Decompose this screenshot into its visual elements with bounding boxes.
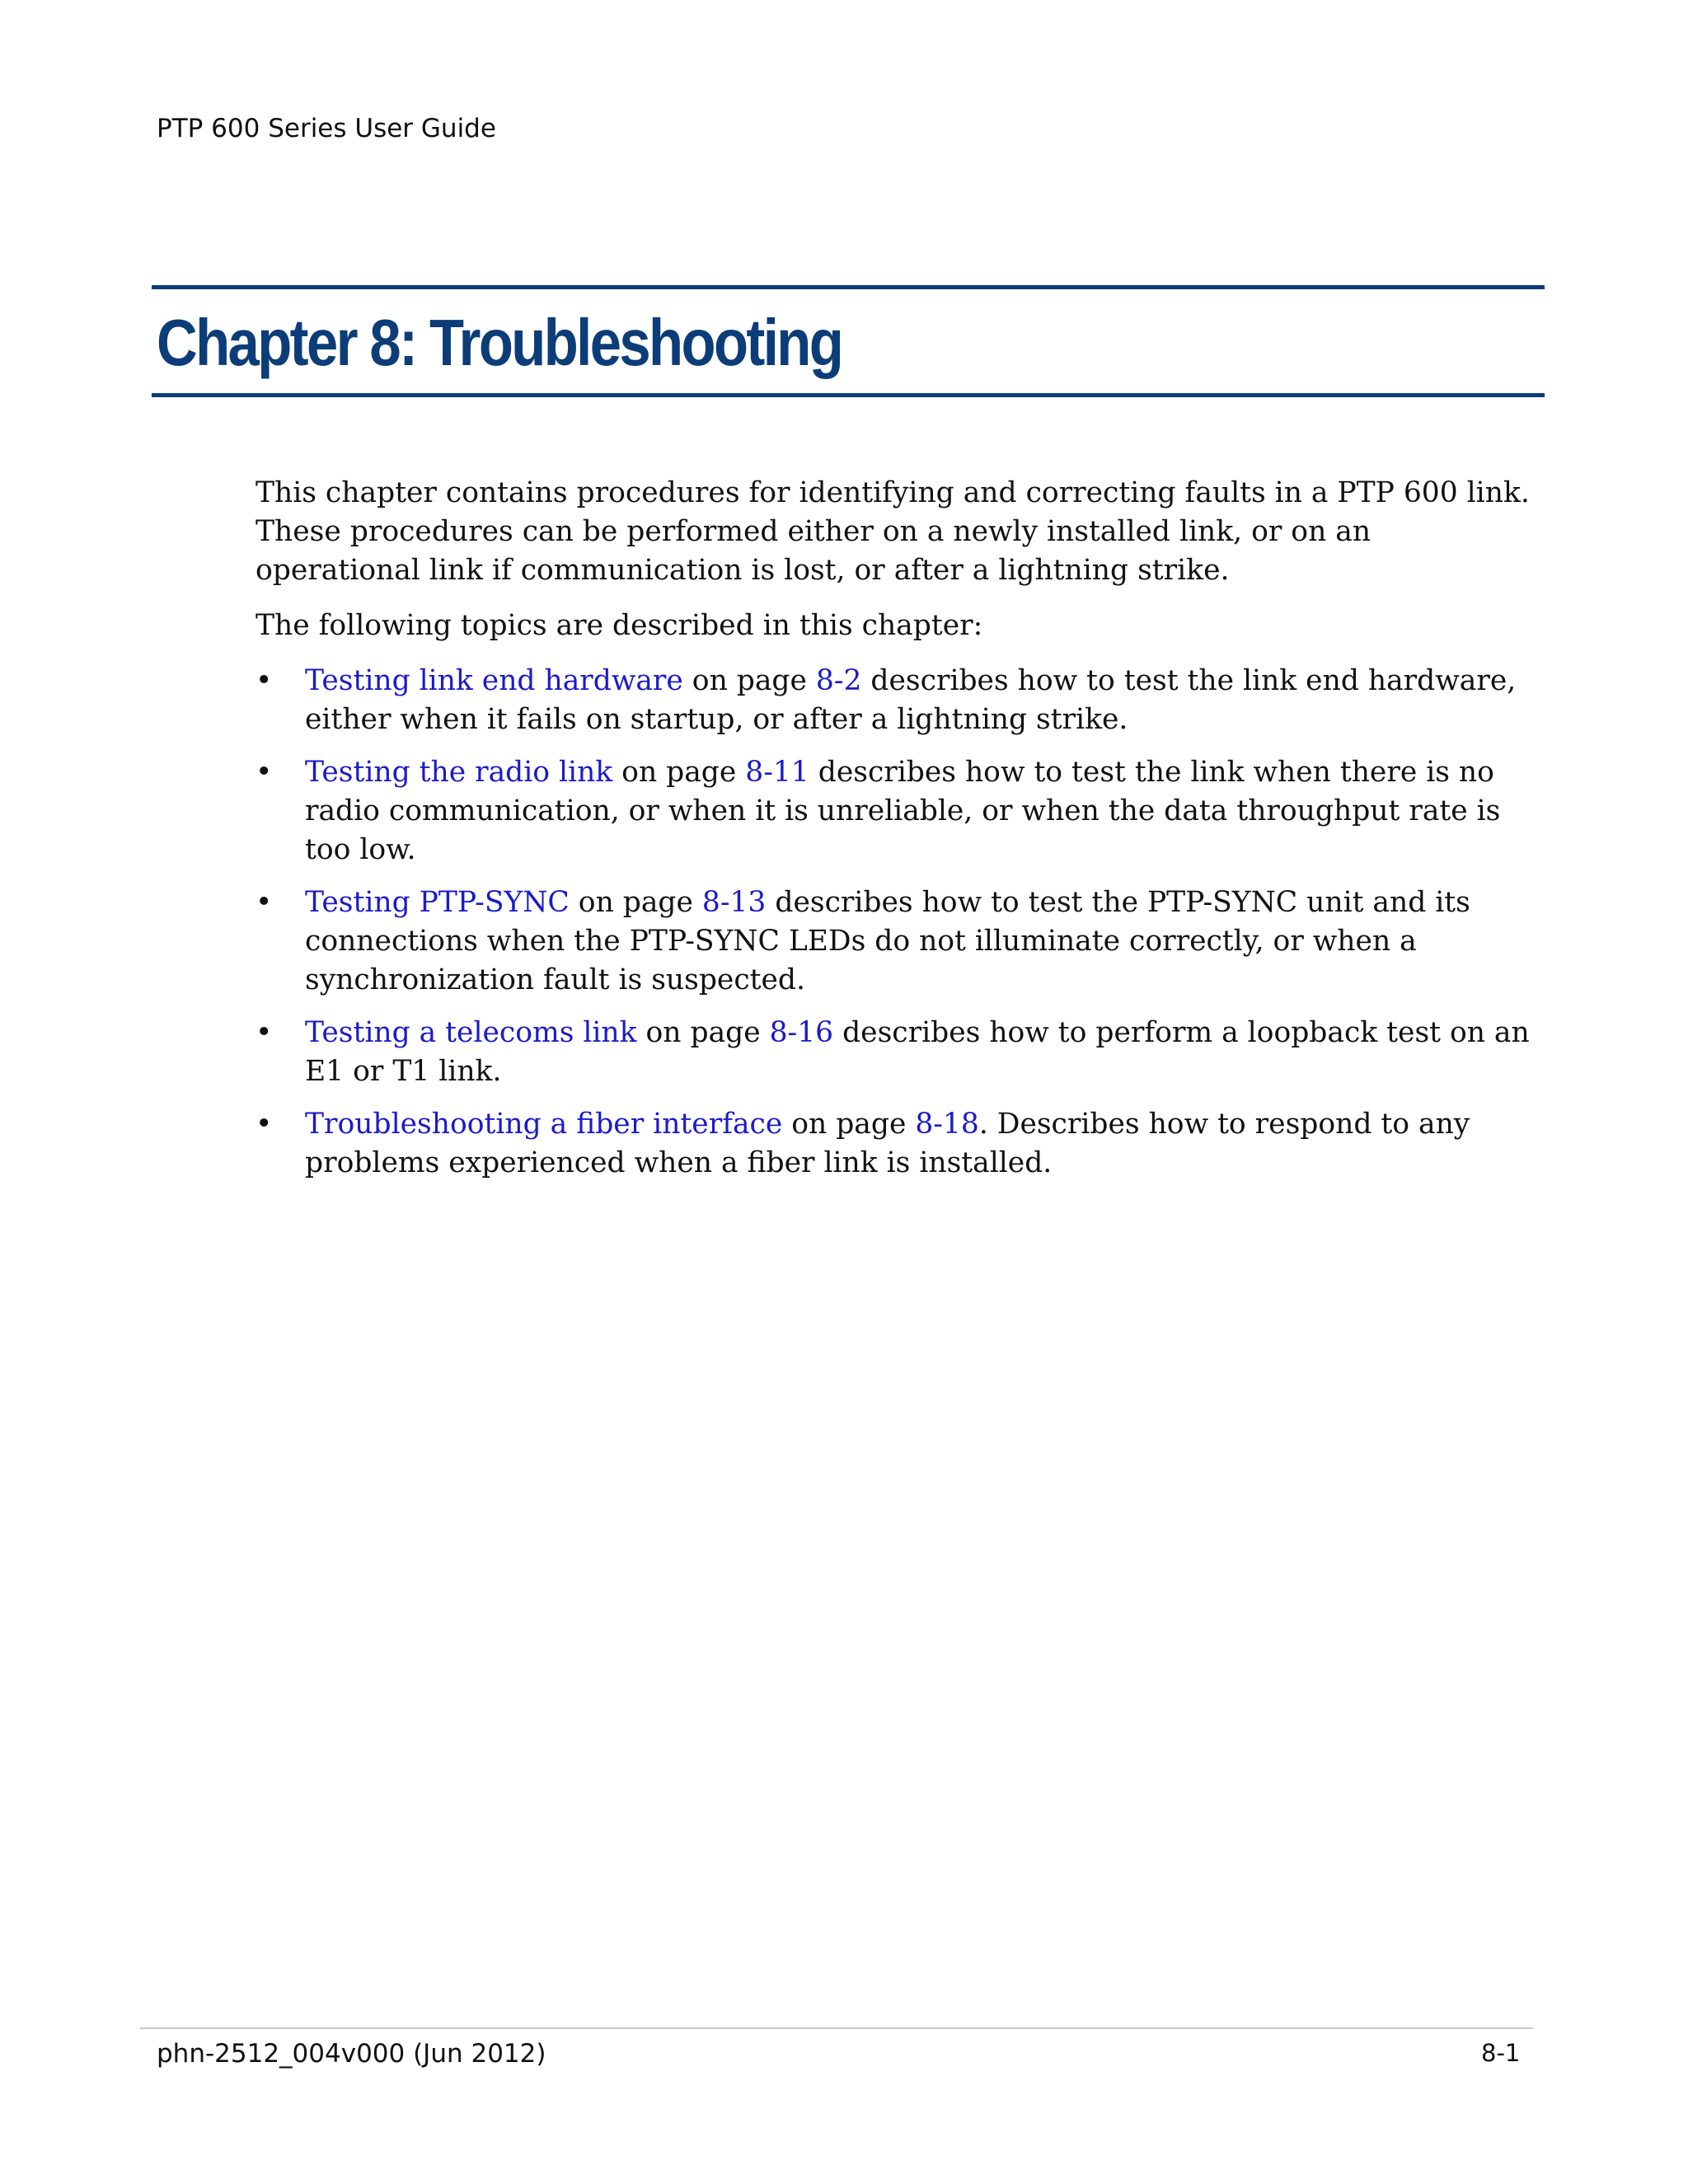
bullet-icon: •	[256, 756, 273, 789]
topic-link-testing-telecoms-link[interactable]: Testing a telecoms link	[305, 1016, 637, 1049]
page-ref-link[interactable]: 8-13	[701, 886, 767, 919]
footer-doc-id: phn-2512_004v000 (Jun 2012)	[157, 2039, 546, 2069]
page-ref-link[interactable]: 8-2	[815, 664, 862, 697]
page-ref-link[interactable]: 8-11	[745, 756, 809, 789]
on-page-text: on page	[682, 664, 816, 697]
footer-rule	[140, 2027, 1533, 2029]
topic-item	[256, 753, 1533, 869]
topic-description: describes how to test the link end hardware, either when it fails on startup, or after a lightning strike.	[305, 664, 1517, 736]
bullet-icon: •	[256, 1016, 273, 1049]
bullet-icon: •	[256, 1108, 273, 1141]
intro-paragraph: This chapter contains procedures for identifying and correcting faults in a PTP 600 link. These procedures can be performed either on a newly installed link, or on an operational link if communication is lost, or after a lightning strike.	[256, 476, 1530, 587]
topic-item	[256, 1105, 1533, 1183]
page-ref-link[interactable]: 8-16	[769, 1016, 834, 1049]
chapter-title-top-rule	[152, 285, 1545, 289]
topic-item	[256, 883, 1533, 1000]
topic-description: describes how to perform a loopback test on an E1 or T1 link.	[305, 1016, 1530, 1088]
on-page-text: on page	[636, 1016, 770, 1049]
bullet-icon: •	[256, 886, 273, 919]
topic-link-testing-link-end-hardware[interactable]: Testing link end hardware	[305, 664, 683, 697]
chapter-title-bottom-rule	[152, 393, 1545, 397]
topics-lead-in: The following topics are described in this chapter:	[256, 609, 983, 642]
topic-list	[256, 662, 1533, 1183]
topic-description: . Describes how to respond to any problems experienced when a fiber link is installed.	[305, 1108, 1470, 1179]
on-page-text: on page	[782, 1108, 916, 1141]
topic-description: describes how to test the PTP-SYNC unit and its connections when the PTP-SYNC LEDs do not illuminate correctly, or when a synchronization fault is suspected.	[305, 886, 1470, 996]
footer-page-number: 8-1	[1481, 2039, 1521, 2067]
topic-link-troubleshooting-fiber-interface[interactable]: Troubleshooting a fiber interface	[305, 1108, 783, 1141]
on-page-text: on page	[612, 756, 746, 789]
chapter-title: Chapter 8: Troubleshooting	[157, 306, 842, 379]
topic-item	[256, 1014, 1533, 1091]
topic-item	[256, 662, 1533, 739]
topic-description: describes how to test the link when there is no radio communication, or when it is unreliable, or when the data throughput rate is too low.	[305, 756, 1501, 866]
topic-link-testing-ptp-sync[interactable]: Testing PTP-SYNC	[305, 886, 570, 919]
on-page-text: on page	[569, 886, 702, 919]
running-header: PTP 600 Series User Guide	[157, 114, 496, 143]
chapter-body	[256, 474, 1533, 1197]
page-ref-link[interactable]: 8-18	[915, 1108, 979, 1141]
bullet-icon: •	[256, 664, 273, 697]
topic-link-testing-radio-link[interactable]: Testing the radio link	[305, 756, 613, 789]
